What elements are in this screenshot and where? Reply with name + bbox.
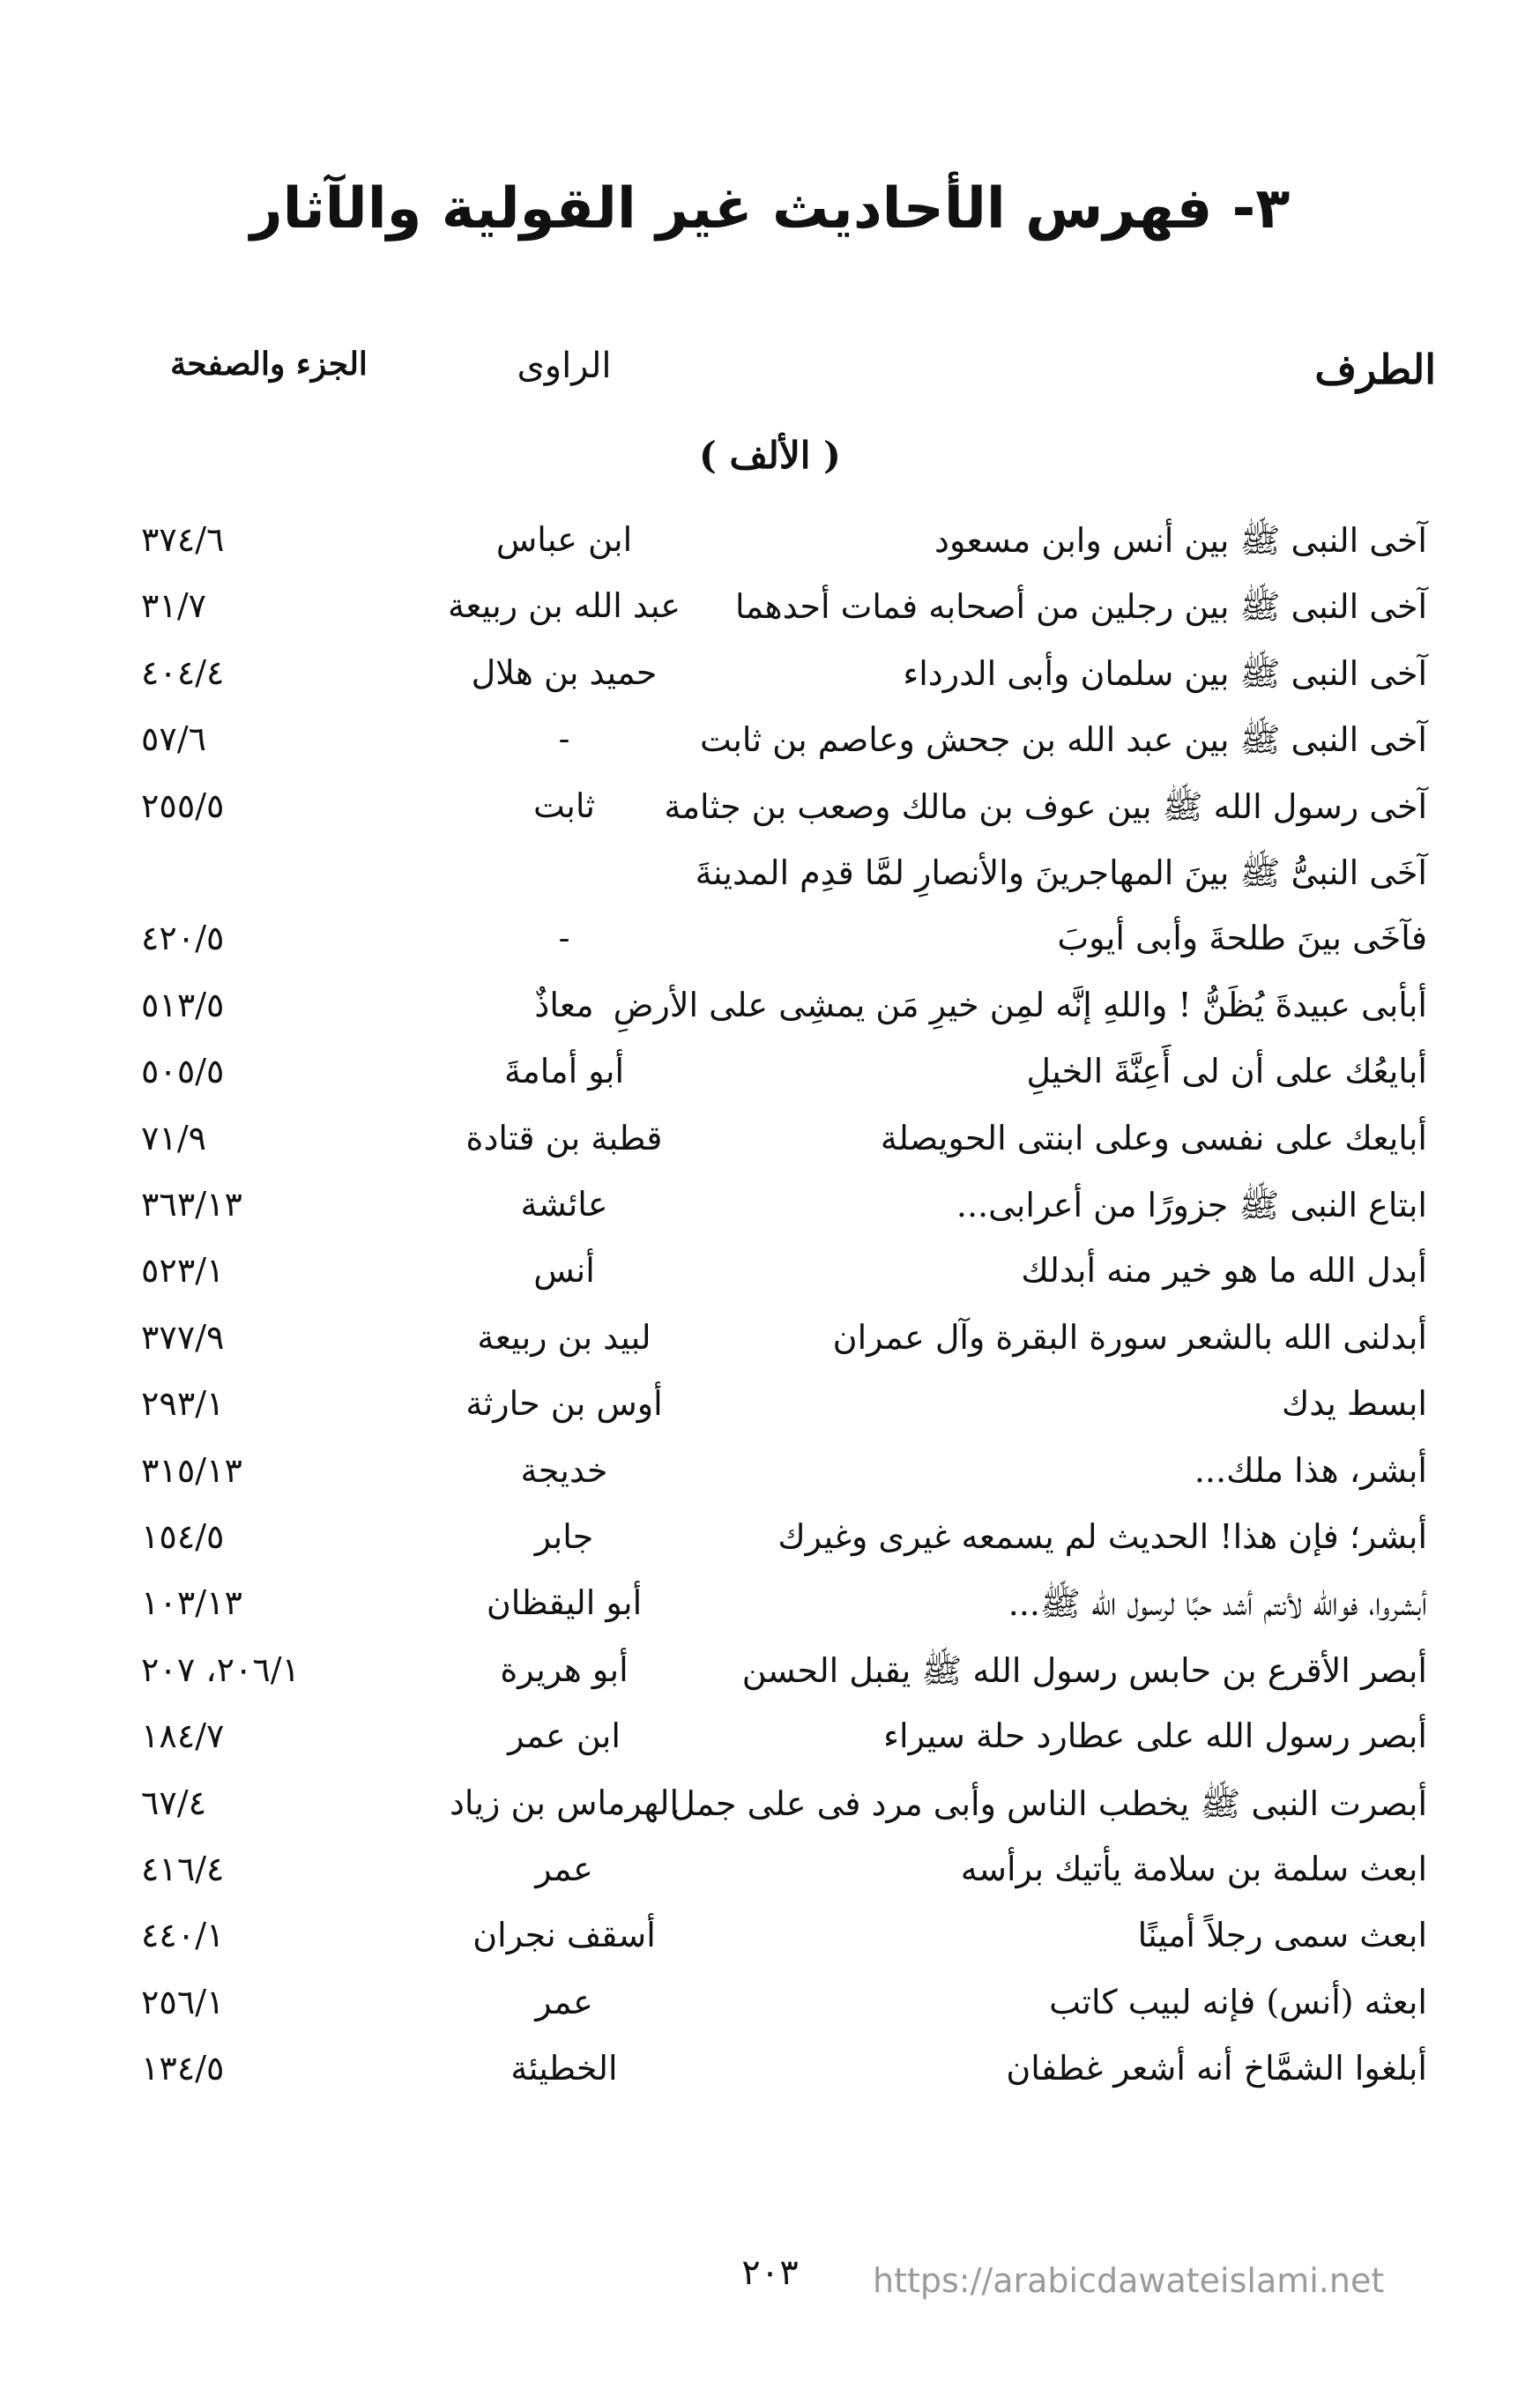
row-rawi: عمر (535, 1850, 593, 1888)
row-tarf: ابعثه (أنس) فإنه لبيب كاتب (1049, 1982, 1427, 2021)
row-juz (141, 2049, 388, 2088)
row-juz-value: ٣١٥/١٣ (141, 1450, 242, 1490)
row-juz (141, 1783, 388, 1822)
row-rawi: ثابت (532, 785, 596, 825)
table-row (0, 786, 1540, 839)
row-tarf: أبصر الأقرع بن حابس رسول الله ﷺ يقبل الحسن (741, 1650, 1427, 1690)
row-juz-value: ١٣٤/٥ (141, 2049, 225, 2088)
row-rawi: أبو هريرة (500, 1649, 629, 1689)
header-juz: الجزء والصفحة (170, 346, 368, 383)
row-tarf: آخى رسول الله ﷺ بين عوف بن مالك وصعب بن جثامة (664, 786, 1427, 826)
row-tarf: آخَى النبىُّ ﷺ بينَ المهاجرينَ والأنصارِ لمَّا قدِم المدينةَ (695, 853, 1427, 892)
row-juz (141, 520, 388, 559)
row-tarf: ابعث سمى رجلاً أمينًا (1137, 1916, 1427, 1955)
row-juz (141, 1052, 388, 1091)
row-juz-value: ١٠٣/١٣ (141, 1583, 242, 1623)
row-tarf: أبشروا، فوالله لأنتم أشد حبًا لرسول الله ﷺ... (1008, 1584, 1427, 1624)
table-row (0, 1517, 1540, 1570)
row-tarf: آخى النبى ﷺ بين سلمان وأبى الدرداء (903, 653, 1427, 693)
row-rawi: قطبة بن قتادة (465, 1118, 663, 1158)
watermark: https://arabicdawateislami.net (873, 2261, 1385, 2300)
row-rawi: ابن عمر (508, 1716, 621, 1756)
table-row (0, 919, 1540, 971)
section-heading: ( الألف ) (699, 434, 841, 477)
row-juz-value: ٣٧٤/٦ (141, 520, 225, 559)
row-juz-value: ١٥٤/٥ (141, 1517, 225, 1556)
table-row (0, 1850, 1540, 1902)
table-row (0, 986, 1540, 1038)
table-row (0, 1185, 1540, 1238)
row-juz (141, 1983, 388, 2021)
header-rawi: الراوى (517, 346, 612, 386)
row-juz-value: ٤٠٤/٤ (141, 652, 225, 692)
row-juz-value: ٤٢٠/٥ (141, 919, 225, 958)
row-tarf: أبصر رسول الله على عطارد حلة سيراء (883, 1716, 1427, 1756)
row-juz (141, 1119, 388, 1158)
row-juz-value: ٣٧٧/٩ (141, 1317, 225, 1357)
row-rawi: حميد بن هلال (471, 652, 658, 692)
row-rawi: أوس بن حارثة (465, 1384, 663, 1424)
row-juz-value: ٤٤٠/١ (141, 1916, 225, 1955)
table-row (0, 1451, 1540, 1504)
row-juz-value: ٣٦٣/١٣ (141, 1185, 242, 1224)
row-juz-value: ٥٠٥/٥ (141, 1052, 225, 1091)
table-row (0, 1384, 1540, 1437)
row-juz (141, 1251, 388, 1290)
row-juz (141, 1583, 388, 1622)
header-tarf: الطرف (1314, 346, 1436, 393)
table-row (0, 1119, 1540, 1172)
row-tarf: أبدل الله ما هو خير منه أبدلك (1021, 1251, 1427, 1291)
table-row (0, 2049, 1540, 2102)
table-row (0, 1318, 1540, 1371)
row-tarf: آخى النبى ﷺ بين رجلين من أصحابه فمات أحدهما (734, 587, 1427, 627)
table-row (0, 1716, 1540, 1769)
page-number: ٢٠٣ (741, 2252, 799, 2293)
row-juz-value: ٢٥٦/١ (141, 1982, 225, 2021)
row-juz (141, 786, 388, 825)
row-rawi: أبو اليقظان (486, 1583, 643, 1623)
row-rawi: عمر (535, 1982, 593, 2021)
table-row (0, 653, 1540, 706)
row-tarf: آخى النبى ﷺ بين أنس وابن مسعود (934, 521, 1427, 560)
page-title: ٣- فهرس الأحاديث غير القولية والآثار (249, 176, 1291, 242)
row-tarf: أبلغوا الشمَّاخ أنه أشعر غطفان (1006, 2049, 1427, 2088)
row-rawi: لبيد بن ربيعة (477, 1317, 651, 1357)
row-rawi: الخطيئة (510, 2049, 618, 2088)
row-juz-value: ٥١٣/٥ (141, 985, 225, 1024)
row-rawi: جابر (534, 1517, 594, 1556)
table-row (0, 1916, 1540, 1969)
row-tarf: آخى النبى ﷺ بين عبد الله بن جحش وعاصم بن ثابت (700, 720, 1427, 760)
row-rawi: عبد الله بن ربيعة (447, 586, 681, 626)
row-tarf: أبشر؛ فإن هذا! الحديث لم يسمعه غيرى وغيرك (777, 1517, 1427, 1556)
row-juz (141, 1451, 388, 1490)
row-rawi: - (558, 919, 570, 958)
row-rawi: ابن عباس (495, 520, 633, 559)
row-juz (141, 1185, 388, 1224)
row-rawi: معاذٌ (534, 985, 594, 1024)
table-row (0, 586, 1540, 639)
row-juz-value: ٣١/٧ (141, 586, 207, 626)
row-juz (141, 919, 388, 957)
row-rawi: أبو أمامةَ (503, 1052, 625, 1091)
row-rawi: أسقف نجران (472, 1916, 656, 1955)
row-juz-value: ١٨٤/٧ (141, 1716, 225, 1756)
row-juz-value: ٥٢٣/١ (141, 1251, 225, 1291)
table-row (0, 1783, 1540, 1836)
row-juz-value: ٢٩٣/١ (141, 1384, 225, 1424)
row-tarf: أبايعك على نفسى وعلى ابنتى الحويصلة (880, 1118, 1427, 1158)
row-rawi: عائشة (520, 1185, 608, 1224)
row-rawi: أنس (533, 1251, 595, 1291)
table-row (0, 1650, 1540, 1703)
row-tarf: ابتاع النبى ﷺ جزورًا من أعرابى... (956, 1186, 1427, 1225)
row-juz (141, 1716, 388, 1755)
row-tarf: فآخَى بينَ طلحةَ وأبى أيوبَ (1057, 919, 1427, 958)
row-juz-value: ٢٥٥/٥ (141, 785, 225, 825)
row-juz-value: ٢٠٦/١، ٢٠٧ (141, 1649, 301, 1689)
row-tarf: ابسط يدك (1281, 1384, 1427, 1424)
row-tarf: ابعث سلمة بن سلامة يأتيك برأسه (960, 1850, 1427, 1888)
row-juz (141, 653, 388, 692)
table-row (0, 852, 1540, 905)
table-row (0, 1983, 1540, 2036)
row-rawi: خديجة (520, 1450, 608, 1490)
row-juz-value: ٦٧/٤ (141, 1783, 207, 1822)
row-rawi: الهرماس بن زياد (449, 1783, 680, 1822)
row-juz (141, 1650, 388, 1689)
row-juz (141, 1517, 388, 1556)
row-tarf: أبشر، هذا ملك... (1194, 1450, 1427, 1490)
table-row (0, 719, 1540, 772)
table-row (0, 1052, 1540, 1105)
row-tarf: أبدلنى الله بالشعر سورة البقرة وآل عمران (832, 1317, 1427, 1357)
row-tarf: أبايعُك على أن لى أَعِنَّةَ الخيلِ (1026, 1052, 1427, 1091)
row-juz (141, 852, 388, 891)
row-juz-value: ٥٧/٦ (141, 719, 207, 759)
row-juz (141, 1916, 388, 1954)
row-juz (141, 586, 388, 625)
row-juz (141, 1850, 388, 1888)
row-juz (141, 1384, 388, 1423)
table-row (0, 1583, 1540, 1636)
row-juz (141, 986, 388, 1024)
row-juz (141, 1318, 388, 1357)
table-row (0, 1251, 1540, 1304)
row-juz (141, 719, 388, 758)
table-row (0, 520, 1540, 573)
row-rawi: - (558, 719, 570, 759)
row-tarf: أبصرت النبى ﷺ يخطب الناس وأبى مرد فى على جمل (671, 1783, 1427, 1823)
row-juz-value: ٧١/٩ (141, 1118, 207, 1158)
row-tarf: أبأبى عبيدةَ يُظَنُّ ! واللهِ إنَّه لمِن خيرِ مَن يمشِى على الأرضِ (613, 985, 1427, 1024)
row-juz-value: ٤١٦/٤ (141, 1850, 225, 1888)
